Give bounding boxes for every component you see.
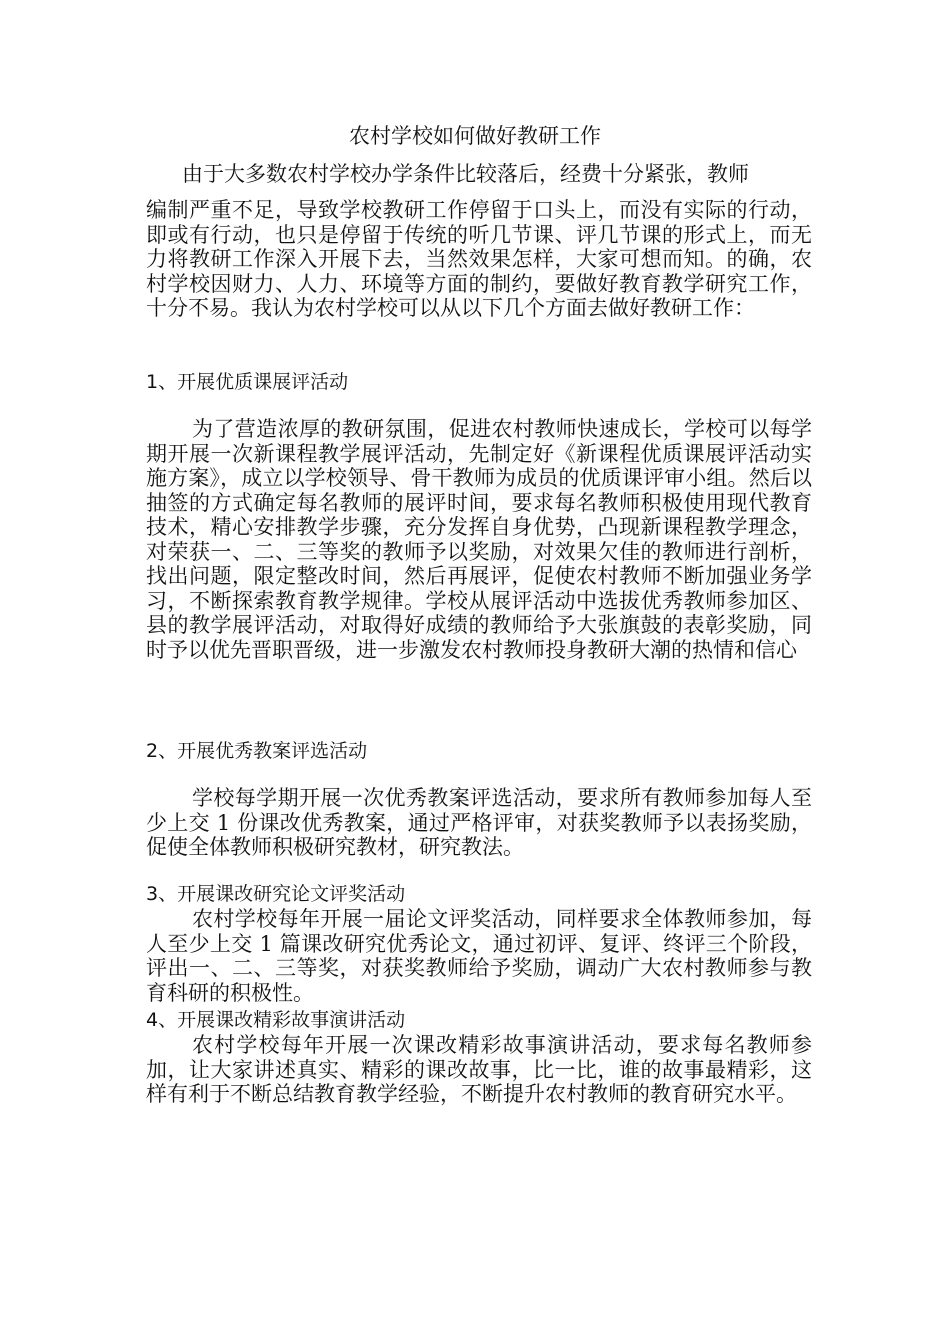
- section-heading-4: 4、开展课改精彩故事演讲活动: [146, 1009, 406, 1031]
- section-body-1: 为了营造浓厚的教研氛围，促进农村教师快速成长，学校可以每学期开展一次新课程教学展评活动，先制定好《新课程优质课展评活动实施方案》，成立以学校领导、骨干教师为成员的优质课评审小组。然后以抽签的方式确定每名教师的展评时间，要求每名教师积极使用现代教育技术，精心安排教学步骤，充分发挥自身优势，凸现新课程教学理念，对荣获一、二、三等奖的教师予以奖励，对效果欠佳的教师进行剖析，找出问题，限定整改时间，然后再展评，促使农村教师不断加强业务学习，不断探索教育教学规律。学校从展评活动中选拔优秀教师参加区、县的教学展评活动，对取得好成绩的教师给予大张旗鼓的表彰奖励，同时予以优先晋职晋级，进一步激发农村教师投身教研大潮的热情和信心: [146, 417, 812, 662]
- section-heading-1: 1、开展优质课展评活动: [146, 371, 349, 393]
- intro-paragraph-first-line: 由于大多数农村学校办学条件比较落后，经费十分紧张，教师: [182, 162, 749, 186]
- section-heading-3: 3、开展课改研究论文评奖活动: [146, 883, 406, 905]
- section-heading-2: 2、开展优秀教案评选活动: [146, 740, 368, 762]
- section-body-2: 学校每学期开展一次优秀教案评选活动，要求所有教师参加每人至少上交 1 份课改优秀教案，通过严格评审，对获奖教师予以表扬奖励，促使全体教师积极研究教材，研究教法。: [146, 786, 812, 859]
- section-body-3: 农村学校每年开展一届论文评奖活动，同样要求全体教师参加，每人至少上交 1 篇课改研究优秀论文，通过初评、复评、终评三个阶段，评出一、二、三等奖，对获奖教师给予奖励，调动广大农村教师参与教育科研的积极性。: [146, 907, 812, 1005]
- intro-paragraph: 编制严重不足，导致学校教研工作停留于口头上，而没有实际的行动，即或有行动，也只是停留于传统的听几节课、评几节课的形式上，而无力将教研工作深入开展下去，当然效果怎样，大家可想而知。的确，农村学校因财力、人力、环境等方面的制约，要做好教育教学研究工作，十分不易。我认为农村学校可以从以下几个方面去做好教研工作：: [146, 198, 812, 320]
- section-body-4: 农村学校每年开展一次课改精彩故事演讲活动，要求每名教师参加，让大家讲述真实、精彩的课改故事，比一比，谁的故事最精彩，这样有利于不断总结教育教学经验，不断提升农村教师的教育研究水平。: [146, 1033, 812, 1106]
- document-title: 农村学校如何做好教研工作: [349, 124, 601, 148]
